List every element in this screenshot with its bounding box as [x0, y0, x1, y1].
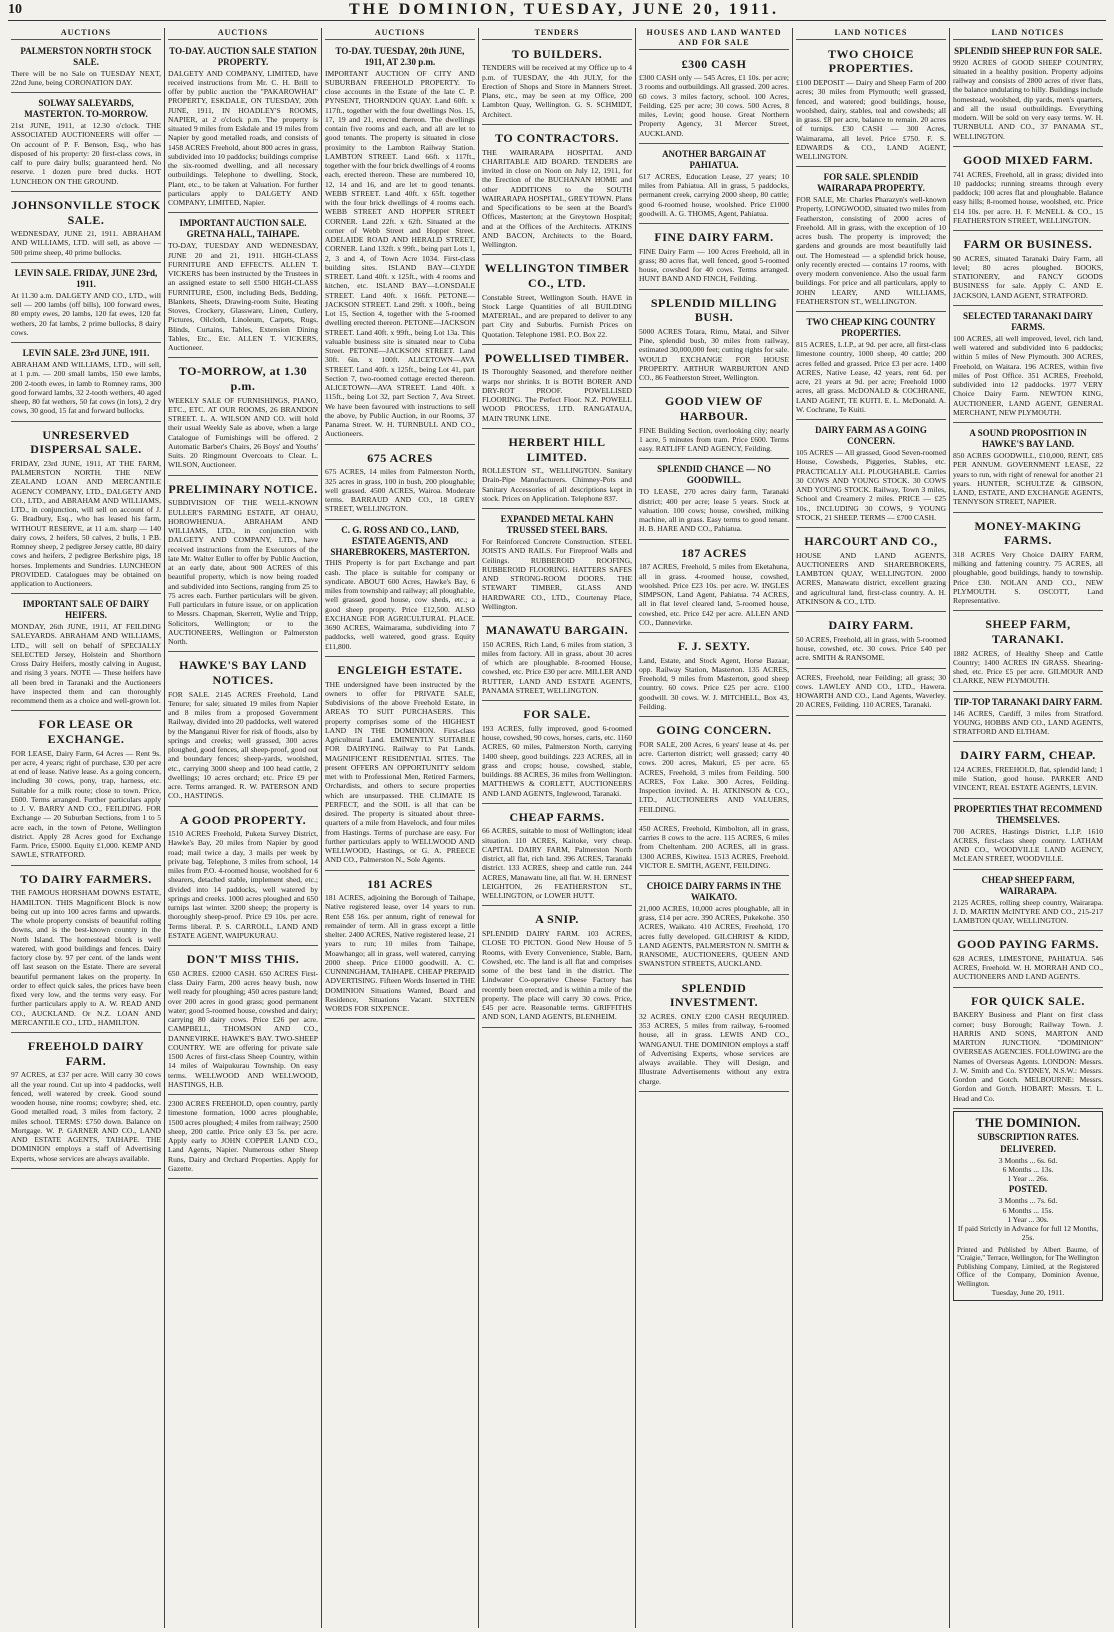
ad-body: 97 ACRES, at £37 per acre. Will carry 30 cows all the year round. Cut up into 4 paddocks, well fenced, well watered by creek. Good sound wooden house, nine rooms; cowbyre; shed, etc. Good metalled road, 3 miles from factory, 2 miles school. TERMS: £750 down. Balance on Mortgage. W. P. GARNER AND CO., LAND AND ESTATE AGENTS, TAIHAPE. THE DOMINION employs a staff of Advertising Experts, whose services are always available. — [11, 1070, 161, 1163]
ad-title: CHEAP FARMS. — [509, 809, 605, 824]
ad-body: 5000 ACRES Totara, Rimu, Matai, and Silver Pine, splendid bush, 30 miles from railway, estimated 30,000,000 feet; cutting rights for sale. WOULD EXCHANGE FOR HOUSE PROPERTY. ARTHUR WARBURTON AND CO., 86 Featherston Street, Wellington. — [639, 326, 789, 383]
column-heading: LAND NOTICES — [796, 28, 946, 40]
advertisement — [953, 744, 1103, 798]
ad-title: POWELLISED TIMBER. — [484, 350, 630, 365]
ad-title: TWO CHEAP KING COUNTRY PROPERTIES. — [806, 317, 936, 339]
ad-body: FOR LEASE, Dairy Farm, 64 Acres — Rent 9s. per acre, 4 years; right of purchase, £30 per acre at end of lease. Native lease. As a going concern, including 30 cows, pony, trap, harness, etc. Suitable for a milk route; close to town. Price, £600. Terms arranged. Further particulars apply to J. V. BARRY AND CO., FEILDING. FOR Exchange — 20 Suburban Sections, from 1 to 5 acre each, in the town of Petone, Wellington district. Apply 28 Acres good for Exchange Farm. Price, £5000. Equity £1,000. KEMP AND SAWLE, STRATFORD. — [11, 748, 161, 860]
ad-title: FARM OR BUSINESS. — [963, 237, 1093, 252]
ad-body: 1882 ACRES, of Healthy Sheep and Cattle Country; 1400 ACRES IN GRASS. Shearing-shed, etc. Price £5 per acre. GILMOUR AND CLARKE, NEW PLYMOUTH. — [953, 648, 1103, 686]
ad-title: TO-DAY. TUESDAY, 20th JUNE, 1911, AT 2.30 p.m. — [335, 45, 465, 67]
ad-title: A GOOD PROPERTY. — [179, 812, 307, 827]
advertisement — [639, 542, 789, 633]
advertisement — [325, 43, 475, 445]
ad-title: IMPORTANT AUCTION SALE. GRETNA HALL, TAIHAPE. — [179, 218, 307, 240]
ad-body: 450 ACRES, Freehold, Kimbolton, all in grass, carries 8 cows to the acre. 115 ACRES, 6 miles from Cheltenham. 200 ACRES, all in grass. 1300 ACRES, Kiwitea. 1513 ACRES, Freehold. VICTOR E. SMITH, AGENT, FEILDING. — [639, 823, 789, 870]
masthead — [8, 0, 1106, 21]
ad-title: TO-DAY. AUCTION SALE STATION PROPERTY. — [169, 45, 317, 67]
ad-body: £300 CASH only — 545 Acres, £1 10s. per acre; 3 rooms and outbuildings. All grassed. 200 acres. 60 cows. 3 miles factory, school. 100 Acres, Feilding, £25 per acre; 30 cows. 500 Acres, 8 miles, Levin; good house. Great Northern Property Agency, 31 Mercer Street, AUCKLAND. — [639, 73, 789, 138]
advertisement — [482, 619, 632, 701]
advertisement — [11, 596, 161, 711]
ad-body: 9920 ACRES of GOOD SHEEP COUNTRY, situated in a healthy position. Property adjoins railway and consists of 2800 acres of river flats, the balance undulating to hilly. Buildings include homestead, woolshed, dip yards, men's quarters, and all the usual outbuildings. Everything modern. Will be sold on very easy terms. W. H. TURNBULL AND CO., 37 PANAMA ST., WELLINGTON. — [953, 57, 1103, 141]
column-heading: AUCTIONS — [11, 28, 161, 40]
ad-body: MONDAY, 26th JUNE, 1911, AT FEILDING SALEYARDS. ABRAHAM AND WILLIAMS, LTD., will sell on behalf of SPECIALLY SELECTED Jersey, Holstein and Shorthorn Cross Dairy Heifers, mostly calving in August, and rising 3 years. NOTE — These heifers have all been bred in Taranaki and the Auctioneers have inspected them and can thoroughly recommend them as a choice and well-grown lot. — [11, 622, 161, 706]
ad-title: GOOD VIEW OF HARBOUR. — [664, 394, 764, 424]
advertisement — [168, 654, 318, 806]
delivered-rate: 6 Months ... 13s. — [1002, 1164, 1054, 1174]
advertisement — [11, 265, 161, 343]
ad-title: DON'T MISS THIS. — [186, 952, 300, 967]
column-2 — [165, 28, 322, 1628]
ad-title: 181 ACRES — [367, 876, 433, 891]
advertisement — [168, 43, 318, 214]
ad-title: MANAWATU BARGAIN. — [485, 623, 629, 638]
ad-body: TO-DAY, TUESDAY AND WEDNESDAY, JUNE 20 and 21, 1911. HIGH-CLASS FURNITURE AND EFFECTS. ALLEN T. VICKERS has been instructed by the Trustees in an assigned estate to sell £500 HIGH-CLASS FURNITURE, £500, including Beds, Bedding, Blankets, Sheets, Drawing-room Suite, Heating Stoves, Crockery, Glassware, Linen, Cutlery, Pictures, Oilcloth, Linoleum, Carpets, Rugs, Blinds, Curtains, Tables, Extension Dining Tables, Etc., Etc. ALLEN T. VICKERS, Auctioneer. — [168, 241, 318, 353]
advertisement — [482, 347, 632, 429]
ad-title: WELLINGTON TIMBER CO., LTD. — [484, 261, 630, 290]
ad-body: At 11.30 a.m. DALGETY AND CO., LTD., will sell — 200 lambs (off bills), 100 forward ewes, 80 empty ewes, 20 lambs, 120 fat ewes, 120 fat wethers, 20 fat lambs, 2 prime bullocks, 8 dairy cows. — [11, 290, 161, 337]
ad-body: 700 ACRES, Hastings District, L.I.P. 1610 ACRES, first-class sheep country. LATHAM AND CO., WOODVILLE LAND AGENCY, McLEAN STREET, WOODVILLE. — [953, 826, 1103, 864]
advertisement — [168, 809, 318, 947]
advertisement — [953, 694, 1103, 743]
ad-body: 1510 ACRES Freehold, Puketa Survey District, Hawke's Bay, 20 miles from Napier by good road; mail twice a day, 3 mails per week by private bag. Telephone, 3 miles from school, 14 miles from P.O. 4-roomed house, woolshed for 6 shearers, detached stable, implement shed, etc.; divided into 14 paddocks, well watered by springs and creeks. 1000 acres ploughed and 650 turnips last winter. 3200 sheep; the property is thoroughly sheep-proof. Price £9 10s. per acre. Terms liberal. P. S. CARROLL, LAND AND ESTATE AGENT, WAIPUKURAU. — [168, 829, 318, 940]
ad-body: SPLENDID DAIRY FARM. 103 ACRES, CLOSE TO PICTON. Good New House of 5 Rooms, with Every Convenience, Stable, Barn, Cowshed, etc. The land is all flat and comprises some of the best land in the district. The Lindwater Co-operative Cheese Factory has recently been erected, and is within a mile of the property. The place will carry 30 cows. Price, £45 per acre. Reasonable terms. GRIFFITHS AND SON, LAND AGENTS, BLENHEIM. — [482, 929, 632, 1022]
ad-title: CHOICE DAIRY FARMS IN THE WAIKATO. — [646, 881, 782, 902]
advertisement — [482, 127, 632, 255]
ad-title: UNRESERVED DISPERSAL SALE. — [30, 427, 142, 457]
advertisement — [11, 424, 161, 595]
advertisement — [168, 215, 318, 358]
ad-title: GOOD MIXED FARM. — [962, 152, 1094, 167]
ad-title: FOR SALE. — [523, 707, 591, 722]
advertisement — [325, 659, 475, 871]
ad-body: 124 ACRES, FREEHOLD, flat, splendid land; 1 mile Station, good house. PARKER AND VINCENT, REAL ESTATE AGENTS, LEVIN. — [953, 764, 1103, 793]
posted-rate: 1 Year ... 30s. — [1007, 1214, 1049, 1224]
advertisement — [953, 308, 1103, 423]
ad-title: SPLENDID CHANCE — NO GOODWILL. — [657, 464, 771, 486]
ad-body: FRIDAY, 23rd JUNE, 1911, AT THE FARM, PALMERSTON NORTH. THE NEW ZEALAND LOAN AND MERCANTILE AGENCY COMPANY, LTD., DALGETY AND CO., LTD., and ABRAHAM AND WILLIAMS, LTD., in conjunction, will sell on account of J. G. Bradbury, Esq., who has leased his farm, WITHOUT RESERVE, at 11 a.m. sharp — 140 dairy cows, 2 heifers, 50 calves, 2 bulls, 1 P.B. Romney sheep, 2 pedigree Jersey cattle, 80 dairy cows and heifers, 2 pedigree Berkshire pigs, 18 horses. Implements and Sundries. LUNCHEON PROVIDED. Catalogues may be obtained on application to Auctioneers. — [11, 458, 161, 589]
advertisement — [482, 806, 632, 907]
advertisement — [11, 1035, 161, 1169]
ad-body: 318 ACRES Very Choice DAIRY FARM, milking and fattening country. 75 ACRES, all ploughable, good buildings, handy to township. Price £30. NOLAN AND CO., NEW PLYMOUTH. S. OSCOTT, Land Representative. — [953, 549, 1103, 606]
column-1 — [8, 28, 165, 1628]
ad-title: TWO CHOICE PROPERTIES. — [827, 46, 914, 76]
columns — [8, 28, 1106, 1628]
subscription-subtitle: SUBSCRIPTION RATES. — [977, 1131, 1079, 1142]
ad-title: TO DAIRY FARMERS. — [20, 871, 152, 886]
ad-title: TO BUILDERS. — [511, 46, 603, 61]
subscription-rates-box — [953, 1111, 1103, 1302]
ad-title: IMPORTANT SALE OF DAIRY HEIFERS. — [22, 599, 150, 621]
column-heading: HOUSES AND LAND WANTED AND FOR SALE — [639, 28, 789, 50]
ad-title: JOHNSONVILLE STOCK SALE. — [11, 197, 161, 227]
ad-title: ENGLEIGH ESTATE. — [337, 662, 463, 677]
advertisement — [796, 422, 946, 528]
ad-body: ACRES, Freehold, near Feilding; all grass; 30 cows. LAWLEY AND CO., LTD., Hawera. HOWARTH AND CO., Land Agents, Waverley. 20 ACRES, Feilding. 110 ACRES, Taranaki. — [796, 672, 946, 710]
delivered-rate: 3 Months ... 6s. 6d. — [998, 1155, 1058, 1165]
posted-rate: 3 Months ... 7s. 6d. — [998, 1196, 1058, 1206]
ad-body: WEEKLY SALE OF FURNISHINGS, PIANO, ETC., ETC. AT OUR ROOMS, 26 BRANDON STREET. L. A. WILSON AND CO. will hold their usual Weekly Sale as above, when a large Catalogue of Furnishings will be offered. 2 Automatic Barber's Chairs, 26 Boys' and Youths' Suits. 20 Ringmount Overcoats to Clear. L. WILSON, Auctioneer. — [168, 395, 318, 470]
advertisement — [953, 990, 1103, 1109]
ad-body: IS Thoroughly Seasoned, and therefore neither warps nor shrinks. It is BOTH BORER AND DRY-ROT PROOF. POWELLISED FLOORING. The Perfect Floor. N.Z. POWELL WOOD PROCESS, LTD. RANGATAUA, MAIN TRUNK LINE. — [482, 367, 632, 423]
ad-body: FOR SALE, Mr. Charles Pharazyn's well-known Property, LONGWOOD, situated two miles from Featherston, consisting of 2000 acres of Freehold. All in grass, with the exception of 10 acres bush. The property is improved; the gardens and grounds are most beautifully laid out. The Homestead — a splendid brick house, only recently erected — contains 17 rooms, with every modern convenience. Also the usual farm buildings. For price and all particulars, apply to JOHN LEARY, AND WILLIAMS, FEATHERSTON ST., WELLINGTON. — [796, 195, 946, 306]
ad-title: FINE DAIRY FARM. — [654, 230, 774, 245]
ad-body: FOR SALE. 2145 ACRES Freehold, Land Tenure; for sale; situated 19 miles from Napier and 8 miles from a proposed Government Railway, divided into 20 paddocks, well watered by the Manganui River for risk of floods, also by springs and creeks; well grassed, 300 acres ploughed, good fences, all sheep-proof, good out and boundary fences; sheep-yards, woolshed, etc., carrying 3000 sheep and 100 head cattle, 2 dwellings; 10 acres orchard; etc. Price £9 per acre. Terms arranged. R. W. PATERSON AND CO., HASTINGS. — [168, 689, 318, 801]
page-number: 10 — [8, 2, 22, 17]
printer-imprint: Printed and Published by Albert Baume, of "Craigie," Terrace, Wellington, for The Wellington Publishing Company, Limited, at the Registered Office of the Company, Dominion Avenue, Wellington. — [957, 1245, 1099, 1288]
advertisement — [639, 635, 789, 717]
ad-body: 675 ACRES, 14 miles from Palmerston North, 325 acres in grass, 100 in bush, 200 ploughable; well grassed. 4500 ACRES, Wairoa. Moderate terms. BARRAUD AND CO., 18 GREY STREET, WELLINGTON. — [325, 467, 475, 514]
ad-body: WEDNESDAY, JUNE 21, 1911. ABRAHAM AND WILLIAMS, LTD. will sell, as above — 500 prime sheep, 40 prime bullocks. — [11, 229, 161, 257]
advertisement — [639, 53, 789, 144]
ad-body: 193 ACRES, fully improved, good 6-roomed house, cowshed, 90 cows, horses, carts, etc. 1160 ACRES, 60 miles, Palmerston North, carrying 1400 sheep, good buildings. 223 ACRES, all in grass and crops; house, cowshed, stable, buildings. 88 ACRES, 36 miles from Wellington. MATTHEWS & CORLETT, AUCTIONEERS AND LAND AGENTS, Inglewood, Taranaki. — [482, 723, 632, 798]
advertisement — [639, 878, 789, 975]
advertisement — [639, 146, 789, 224]
ad-title: FOR LEASE OR EXCHANGE. — [38, 717, 134, 747]
advertisement — [482, 43, 632, 125]
ad-title: LEVIN SALE. 23rd JUNE, 1911. — [22, 348, 150, 359]
column-heading: AUCTIONS — [325, 28, 475, 40]
column-6 — [793, 28, 950, 1628]
ad-title: SPLENDID INVESTMENT. — [669, 980, 759, 1010]
ad-title: DAIRY FARM AS A GOING CONCERN. — [815, 425, 927, 447]
ad-body: 187 ACRES, Freehold, 5 miles from Eketahuna, all in grass. 4-roomed house, cowshed, woolshed. Price £23 10s. per acre. W. INGLES SIMPSON, Land Agent, Pahiatua. 74 ACRES, all in flat level cleared land, 5-roomed house, cowshed, etc. Price £42 per acre. ALLEN AND CO., Dannevirke. — [639, 562, 789, 627]
ad-body: THE WAIRARAPA HOSPITAL AND CHARITABLE AID BOARD. TENDERS are invited in close on Noon on July 12, 1911, for the Erection of the BUCHANAN HOME and other ADDITIONS to the SOUTH WAIRARAPA HOSPITAL, GREYTOWN. Plans and Specifications to be seen at the Board's Offices, Masterton; at the Greytown Hospital; and at the Offices of the Architects. ATKINS AND BACON, Architects to the Board, Wellington. — [482, 147, 632, 249]
ad-body: 150 ACRES, Rich Land, 6 miles from station, 3 miles from factory. All in grass, about 30 acres of which are ploughable. 8-roomed House, cowshed, etc. Price £30 per acre. MILLER AND RUTTER, LAND AND ESTATE AGENTS, PANAMA STREET, WELLINGTON. — [482, 639, 632, 695]
advertisement — [482, 511, 632, 617]
ad-body: Land, Estate, and Stock Agent, Horse Bazaar, opp. Railway Station, Masterton. 135 ACRES, Freehold, 9 miles from Masterton, good sheep country. 60 cows. Price £25 per acre. £100 goodwill. 30 cows. W. J. MITCHELL, Box 43, Feilding. — [639, 655, 789, 711]
ad-body: FOR SALE, 200 Acres, 6 years' lease at 4s. per acre. Carterton district; well grassed; carry 40 cows. 200 acres, Makuri, £5 per acre. 65 ACRES, Freehold, 3 miles from Feilding. 500 ACRES, Fox Lake. 300 Acres, Feilding. Inspection invited. A. H. ATKINSON & CO., LTD., AUCTIONEERS AND VALUERS, FEILDING. — [639, 739, 789, 814]
column-7 — [950, 28, 1106, 1628]
advertisement — [953, 149, 1103, 231]
ad-body: Constable Street, Wellington South. HAVE in Stock Large Quantities of all BUILDING MATERIAL, and are prepared to deliver to any part City and Suburbs. Furnish Prices on Quotation. Telephone 1981. P.O. Box 22. — [482, 292, 632, 339]
ad-body: 105 ACRES — All grassed, Good Seven-roomed House, Cowsheds, Piggeries, Stables, etc. PRACTICALLY ALL PLOUGHABLE. Carries 30 COWS AND YOUNG STOCK. 30 COWS AND YOUNG STOCK. Railway, Town 3 miles, School and Creamery 2 miles. PRICE — £25 10s., INCLUDING 30 COWS, 9 YOUNG STOCK, 21 SHEEP. TERMS — £700 CASH. — [796, 448, 946, 522]
ad-title: PALMERSTON NORTH STOCK SALE. — [20, 45, 152, 67]
advertisement — [482, 257, 632, 345]
advertisement — [639, 226, 789, 290]
ad-title: DAIRY FARM. — [828, 618, 914, 633]
advertisement — [639, 822, 789, 876]
posted-rate: 6 Months ... 15s. — [1002, 1205, 1054, 1215]
column-heading: LAND NOTICES — [953, 28, 1103, 40]
advertisement — [168, 1097, 318, 1179]
ad-title: £300 CASH — [681, 56, 747, 71]
column-heading: TENDERS — [482, 28, 632, 40]
ad-title: FOR QUICK SALE. — [971, 993, 1085, 1008]
ad-title: SOLWAY SALEYARDS, MASTERTON. TO-MORROW. — [24, 98, 148, 120]
posted-heading: POSTED. — [1008, 1184, 1048, 1195]
ad-title: SHEEP FARM, TARANAKI. — [985, 617, 1071, 646]
ad-title: F. J. SEXTY. — [677, 639, 751, 653]
ad-title: SPLENDID SHEEP RUN FOR SALE. — [954, 45, 1102, 56]
advertisement — [482, 908, 632, 1027]
newspaper-title: THE DOMINION, TUESDAY, JUNE 20, 1911. — [348, 1, 780, 18]
ad-body: DALGETY AND COMPANY, LIMITED, have received instructions from Mr. C. H. Brill to offer by public auction the "PAKAROWHAI" PROPERTY, ESKDALE, ON TUESDAY, 20th JUNE, 1911, IN HOADLEY'S ROOMS, NAPIER, at 2 o'clock p.m. The property is situated 9 miles from Eskdale and 19 miles from Napier by good metalled roads, and consists of 1458 ACRES Freehold, about 800 acres in grass, subdivided into 10 paddocks; buildings comprise the six-roomed dwelling, and all necessary outbuildings. Telephone to dwelling. Stock, Plant, etc., to be taken at Valuation. For further particulars apply to DALGETY AND COMPANY, LIMITED, Napier. — [168, 68, 318, 208]
advance-note: If paid Strictly in Advance for full 12 Months, 25s. — [957, 1224, 1099, 1243]
ad-body: BAKERY Business and Plant on first class corner; busy Borough; Railway Town. J. HARRIS AND SONS, MARTON AND MARTON JUNCTION. "DOMINION" OVERSEAS AGENCIES. FOLLOWING are the Names of Overseas Agents. LONDON: Messrs. J. W. Smith and Co. SYDNEY, N.S.W.: Messrs. Gordon and Gotch. MELBOURNE: Messrs. Gordon and Gotch. HOBART: Messrs. T. L. Head and Co. — [953, 1010, 1103, 1103]
ad-body: 50 ACRES, Freehold, all in grass, with 5-roomed house, cowshed, etc. 30 cows. Price £40 per acre. SMITH & RANSOME. — [796, 634, 946, 663]
ad-body: 628 ACRES, LIMESTONE, PAHIATUA. 546 ACRES, Freehold. W. H. MORRAH AND CO., AUCTIONEERS AND LAND AGENTS. — [953, 953, 1103, 982]
imprint-date: Tuesday, June 20, 1911. — [991, 1288, 1065, 1298]
ad-title: SPLENDID MILLING BUSH. — [650, 295, 778, 325]
ad-title: FREEHOLD DAIRY FARM. — [27, 1039, 145, 1068]
advertisement — [482, 703, 632, 804]
ad-title: EXPANDED METAL KAHN TRUSSED STEEL BARS. — [500, 514, 614, 536]
advertisement — [639, 719, 789, 820]
advertisement — [168, 948, 318, 1095]
advertisement — [639, 977, 789, 1092]
column-4 — [479, 28, 636, 1628]
ad-body: 2125 ACRES, rolling sheep country, Wairarapa. J. D. MARTIN McINTYRE AND CO., 215-217 LAMBTON QUAY, WELLINGTON. — [953, 897, 1103, 926]
ad-body: TENDERS will be received at my Office up to 4 p.m. of TUESDAY, the 4th JULY, for the Erection of Shops and Store in Manners Street. Plans, etc., may be seen at my Office, 200 Lambton Quay, Wellington. G. S. SCHMIDT, Architect. — [482, 63, 632, 119]
ad-body: 815 ACRES, L.I.P., at 9d. per acre, all first-class limestone country, 1000 sheep, 40 cattle; 200 acres felled and grassed. Price £3 per acre. 1400 ACRES, Native Lease, 42 years, rent 6d. per acre, 21 years at 9d. per acre; Freehold 1000 acres, all grass. McDONALD & COCHRANE, LAND AGENT, TE KUITI. E. L. McDonald. A. W. Cochrane, Te Kuiti. — [796, 340, 946, 414]
ad-title: LEVIN SALE. FRIDAY, JUNE 23rd, 1911. — [14, 267, 158, 289]
delivered-rate: 1 Year ... 26s. — [1007, 1174, 1049, 1184]
ad-title: GOOD PAYING FARMS. — [957, 937, 1099, 952]
ad-body: IMPORTANT AUCTION OF CITY AND SUBURBAN FREEHOLD PROPERTY. To close accounts in the Estate of the late C. P. PYNSENT, THORNDON QUAY. Land 60ft. x 117ft., together with the four dwellings Nos. 15, 17, 19 and 21, erected thereon. The dwellings contain five rooms and each, and all are let to good tenants. The property is situated in close proximity to the Lambton Railway Station. LAMBTON STREET. Land 66ft. x 117ft., together with the four brick dwellings of 4 rooms each, erected thereon. These are numbered 10, 12, 14 and 16, and are let to good tenants. WEBB STREET. Land 40ft. x 65ft. together with the four brick dwellings of 4 rooms each. WEBB STREET AND HOPPER STREET CORNER. Land 22ft. x 62ft. Situated at the corner of Webb Street and Hopper Street. ADELAIDE ROAD AND HERALD STREET, CORNER. Land 132ft. x 99ft., being part Lots 1, 2, 3 and 4, of Town Acre 1034. First-class building sites. ISLAND BAY—CLYDE STREET. Land 40ft. x 125ft., with 4 rooms and kitchen, etc. ISLAND BAY—LONSDALE STREET. Land 40ft. x 166ft. PETONE—JACKSON STREET. Land 29ft. x 100ft., being Lot 15, Section 4, together with the 5-roomed dwelling erected thereon. PETONE—JACKSON STREET. Land 40ft. x 99ft., being Lot 13a. This valuable business site is situated near to Cuba Street. PETONE—JACKSON STREET. Land 30ft. 6in. x 100ft. ALICETOWN—AVA STREET. Land 40ft. x 125ft., being Lot 41, part Section 7, two-roomed cottage erected thereon. ALICETOWN—AVA STREET. Land 40ft. x 115ft., being Lot 32, part Section 7, Ava Street. We have been favoured with instructions to sell the above, by Public Auction, in our Rooms, 37 Panama Street. W. H. TURNBULL AND CO., Auctioneers. — [325, 68, 475, 439]
ad-title: TIP-TOP TARANAKI DAIRY FARM. — [953, 696, 1103, 707]
advertisement — [953, 43, 1103, 147]
advertisement — [11, 43, 161, 93]
advertisement — [796, 671, 946, 716]
column-3 — [322, 28, 479, 1628]
column-5 — [636, 28, 793, 1628]
ad-body: THE undersigned have been instructed by the owners to offer for PRIVATE SALE, Subdivisions of the above Freehold Estate, in AREAS TO SUIT PURCHASERS. This property comprises some of the HIGHEST LAND IN THE DOMINION. First-class Agricultural Land. EMINENTLY SUITABLE FOR DAIRYING. Railway to Pat Lands. MAGNIFICENT RESIDENTIAL SITES. The present OFFERS AN OPPORTUNITY seldom met with to Professional Men, Retired Farmers, Orchardists, and others to secure properties which are unsurpassed. THE CLIMATE IS PERFECT, and the SOIL is all that can be desired. The property is situated about three-quarters of a mile from Havelock, and four miles from Hastings. Terms of purchase are easy. For further particulars apply to WELLWOOD AND WELLWOOD, Hastings, or G. A. PREECE AND CO., Palmerston N., Sole Agents. — [325, 679, 475, 865]
advertisement — [796, 614, 946, 668]
advertisement — [168, 360, 318, 475]
ad-title: HERBERT HILL LIMITED. — [508, 434, 606, 464]
subscription-title: THE DOMINION. — [975, 1114, 1081, 1130]
advertisement — [639, 292, 789, 389]
ad-body: FINE Building Section, overlooking city; nearly 1 acre, 5 minutes from tram. Price £600. Terms easy. RATLIFF LAND AGENCY, Feilding. — [639, 425, 789, 454]
ad-body: 21st JUNE, 1911, at 12.30 o'clock. THE ASSOCIATED AUCTIONEERS will offer — On account of P. F. Benson, Esq., who has disposed of his property: 20 first-class cows, in calf to pure dairy bulls; guaranteed herd. No reserve. 1 dozen pure bred ducks. HOT LUNCHEON ON THE GROUND. — [11, 121, 161, 186]
advertisement — [168, 478, 318, 653]
ad-title: DAIRY FARM, CHEAP. — [960, 748, 1096, 763]
ad-body: 181 ACRES, adjoining the Borough of Taihape, Native registered lease, over 14 years to run. Rent £58 16s. per annum, right of renewal for remainder of term. All in grass except a little shelter. 2400 ACRES, Native registered lease, 21 years to run; 10 miles from Taihape, Moawhango; all in grass, well watered, carrying 2000 sheep. Price £1000 goodwill. A. C. CUNNINGHAM, TAIHAPE. CHEAP PREPAID ADVERTISING. Fifteen Words Inserted in THE DOMINION Situations Wanted, Board and Residence, Situations Vacant. SIXTEEN WORDS FOR SIXPENCE. — [325, 893, 475, 1014]
advertisement — [11, 868, 161, 1033]
ad-body: 741 ACRES, Freehold, all in grass; divided into 10 paddocks; running streams through every paddock; 100 acres flat and ploughable. Balance easy hills; 8-roomed house, woolshed, etc. Price £14 10s. per acre. H. F. McNELL & CO., 15 FEATHERSTON STREET, WELLINGTON. — [953, 169, 1103, 225]
advertisement — [325, 873, 475, 1020]
ad-title: HAWKE'S BAY LAND NOTICES. — [179, 658, 307, 687]
advertisement — [11, 194, 161, 263]
column-heading: AUCTIONS — [168, 28, 318, 40]
ad-title: 675 ACRES — [367, 450, 433, 465]
advertisement — [639, 461, 789, 539]
ad-body: HOUSE AND LAND AGENTS, AUCTIONEERS AND SHAREBROKERS, LAMBTON QUAY, WELLINGTON. 2000 ACRES, Manawatu district, excellent grazing and agricultural land, first-class country. A. H. ATKINSON & CO., LTD. — [796, 550, 946, 606]
ad-body: 32 ACRES. ONLY £200 CASH REQUIRED. 353 ACRES, 5 miles from railway, 6-roomed house, all in grass. LEWIS AND CO., WANGANUI. THE DOMINION employs a staff of Advertising Experts, whose services are always available. They will Design, and Illustrate Advertisements without any extra charge. — [639, 1011, 789, 1086]
ad-title: SELECTED TARANAKI DAIRY FARMS. — [963, 310, 1093, 332]
ad-title: HARCOURT AND CO., — [804, 534, 938, 549]
advertisement — [953, 933, 1103, 987]
ad-body: There will be no Sale on TUESDAY NEXT, 22nd June, being CORONATION DAY. — [11, 68, 161, 87]
advertisement — [639, 390, 789, 459]
ad-body: 21,000 ACRES, 10,000 acres ploughable, all in grass, £14 per acre. 390 ACRES, Pukekohe. 350 ACRES, Waikato. 410 ACRES, Freehold, 170 acres fully developed. GILCHRIST & KIDD, LAND AGENTS, PALMERSTON N. SMITH & RANSOME, AUCTIONEERS, QUEEN AND SWANSTON STREETS, AUCKLAND. — [639, 903, 789, 969]
ad-title: MONEY-MAKING FARMS. — [974, 518, 1082, 548]
ad-body: 66 ACRES, suitable to most of Wellington; ideal situation. 110 ACRES, Kaitoke, very cheap. CAPITAL DAIRY FARM, Palmerston North district, all flat, rich land. 396 ACRES, Taranaki district. 133 ACRES, sheep and cattle run. 244 ACRES, Manawatu line, all flat. W. H. ERNEST LEIGHTON, 26 FEATHERSTON ST., WELLINGTON, or LOWER HUTT. — [482, 826, 632, 901]
advertisement — [953, 872, 1103, 932]
ad-title: PROPERTIES THAT RECOMMEND THEMSELVES. — [953, 803, 1103, 825]
advertisement — [953, 425, 1103, 512]
ad-body: FINE Dairy Farm — 100 Acres Freehold, all in grass; 80 acres flat, well fenced, good 5-roomed house, cowshed for 40 cows. Terms arranged. HUNT BAND AND FINCH, Feilding. — [639, 246, 789, 284]
ad-title: A SOUND PROPOSITION IN HAWKE'S BAY LAND. — [969, 428, 1087, 450]
advertisement — [953, 613, 1103, 691]
advertisement — [796, 314, 946, 420]
advertisement — [11, 95, 161, 192]
advertisement — [796, 43, 946, 168]
advertisement — [953, 233, 1103, 306]
advertisement — [796, 169, 946, 312]
ad-title: A SNIP. — [535, 912, 579, 927]
advertisement — [796, 530, 946, 612]
ad-body: 100 ACRES, all well improved, level, rich land, well watered and subdivided into 6 paddocks; within 5 miles of New Plymouth. 300 ACRES, Freehold, on Waitara. 196 ACRES, within five miles of Post Office. 351 ACRES, Freehold, subdivided into 12 paddocks. 1977 VERY Choice Dairy Farm. NEWTON KING, AUCTIONEER, LAND AGENT, GENERAL MERCHANT, NEW PLYMOUTH. — [953, 333, 1103, 417]
ad-body: TO LEASE, 270 acres dairy farm, Taranaki district; 400 per acre; lease 5 years. Stock at valuation. 100 cows; house, cowshed, milking machine, all in grass. Easy terms to good tenant. H. B. HARE AND CO., Pahiatua. — [639, 487, 789, 534]
ad-body: THE FAMOUS HORSHAM DOWNS ESTATE, HAMILTON. THIS Magnificent Block is now being cut up into 100 acres farms and upwards. The whole property consists of beautiful rolling downs, and is the best-known country in the North Island. The homestead block is well watered, with good buildings and fences. Dairy factory close by. 97 per cent. of the lands went off last season on the Estate. There are several beautiful permanent lakes on the property. In order to effect quick sales, the prices have been fixed very low, and the terms very easy. For further particulars apply to A. W. READ AND CO., AUCKLAND. Or N.Z. LOAN AND MERCANTILE CO., LTD., HAMILTON. — [11, 888, 161, 1027]
ad-title: CHEAP SHEEP FARM, WAIRARAPA. — [981, 874, 1075, 896]
delivered-heading: DELIVERED. — [1000, 1143, 1056, 1154]
ad-body: 617 ACRES, Education Lease, 27 years; 10 miles from Pahiatua. All in grass, 5 paddocks, permanent creek, carrying 2000 sheep, 80 cattle; good 6-roomed house, woolshed. Price £1000 goodwill. A. G. THOMS, Agent, Pahiatua. — [639, 171, 789, 218]
advertisement — [953, 801, 1103, 870]
ad-body: 90 ACRES, situated Taranaki Dairy Farm, all level; 80 acres ploughed. BOOKS, STATIONERY, and FANCY GOODS BUSINESS for sale. Apply C. AND E. JACKSON, LAND AGENT, STRATFORD. — [953, 253, 1103, 300]
advertisement — [953, 515, 1103, 612]
ad-body: 2300 ACRES FREEHOLD, open country, partly limestone formation, 1000 acres ploughable, 1500 acres ploughed; 4 miles from railway; 2500 sheep, 200 cattle. Price only £3 5s. per acre. Apply early to JOHN COPPER LAND CO., Land Agents, Napier. Numerous other Sheep Runs, Dairy and Orchard Properties. Apply for Gazette. — [168, 1099, 318, 1173]
ad-body: For Reinforced Concrete Construction. STEEL JOISTS AND RAILS. For Fireproof Walls and Ceilings. RUBBEROID ROOFING, RUBBEROID FLOORING. HATTERS SAFES AND STRONG-ROOM DOORS. THE STEWART TIMBER, GLASS AND HARDWARE CO., LTD., Courtenay Place, Wellington. — [482, 537, 632, 611]
ad-title: FOR SALE. SPLENDID WAIRARAPA PROPERTY. — [817, 172, 925, 194]
ad-body: £100 DEPOSIT — Dairy and Sheep Farm of 200 acres; 30 miles from Plymouth; well grassed, fenced, and watered; good buildings, house, woolshed, dairy, stables, teal and cowsheds; all in grass. £8 per acre, balance to remain. 20 acres of turnips. £30 CASH — 300 Acres, Waimarama, all level. Price £750. F. S. EDWARDS & CO., LAND AGENT, WELLINGTON. — [796, 78, 946, 161]
ad-title: TO CONTRACTORS. — [495, 130, 619, 145]
ad-body: 146 ACRES, Cardiff, 3 miles from Stratford. YOUNG, HOBBS AND CO., LAND AGENTS, STRATFORD AND ELTHAM. — [953, 708, 1103, 737]
advertisement — [325, 447, 475, 520]
ad-body: THIS Property is for part Exchange and part cash. The place is suitable for company or syndicate. ABOUT 600 Acres, Hawke's Bay, 6 miles from township and railway; all ploughable, well grassed, good house, cow sheds, etc.; a good sheep property. Price £12,500. ALSO EXCHANGE FOR AGRICULTURAL PLACE. 3690 ACRES, Waimarama, subdividing into 7 paddocks, well watered, good grass. Equity £11,800. — [325, 558, 475, 651]
ad-title: TO-MORROW, at 1.30 p.m. — [178, 364, 308, 393]
ad-title: GOING CONCERN. — [656, 723, 772, 738]
advertisement — [11, 713, 161, 865]
ad-title: 187 ACRES — [681, 545, 747, 560]
ad-body: SUBDIVISION OF THE WELL-KNOWN EULLER'S FARMING ESTATE, AT OHAU, HOROWHENUA. ABRAHAM AND WILLIAMS, LTD., in conjunction with DALGETY AND COMPANY, LTD., have received instructions from the Executors of the late Mr. Walter Euller to offer by Public Auction, at an early date, about 900 ACRES of this beautiful property, which is now being roaded and subdivided into Sections, ranging from 25 to 75 acres each. Further particulars will be given. Full particulars in future issue, or on application to Messrs. Chapman, Skerrett, Wylie and Tripp, Solicitors, Wellington; or to the AUCTIONEERS, Wellington or Palmerston North. — [168, 498, 318, 646]
ad-title: C. G. ROSS AND CO., LAND, ESTATE AGENTS, AND SHAREBROKERS, MASTERTON. — [330, 524, 470, 557]
ad-body: 650 ACRES. £2000 CASH. 650 ACRES First-class Dairy Farm, 200 acres heavy bush, now well ready for ploughing; 450 acres pasture land; over 200 acres in good grass; good permanent water; good 5-roomed house, cowshed and dairy; carrying 80 dairy cows. Price £26 per acre. CAMPBELL, THOMSON AND CO., DANNEVIRKE. HAWKE'S BAY. TWO-SHEEP COUNTRY. WE are offering for private sale 1500 Acres of first-class Sheep Country, within 14 miles of Waipukurau Township. On easy terms. WELLWOOD AND WELLWOOD, HASTINGS, H.B. — [168, 968, 318, 1089]
advertisement — [325, 522, 475, 657]
ad-title: PRELIMINARY NOTICE. — [168, 481, 318, 496]
advertisement — [11, 345, 161, 421]
ad-body: 850 ACRES GOODWILL, £10,000, RENT, £85 PER ANNUM. GOVERNMENT LEASE, 22 years to run, with right of renewal for another 21 years. HUNTER, SCHULTZE & GIBSON, LAND, ESTATE, AND EXCHANGE AGENTS, TENNYSON STREET, NAPIER. — [953, 451, 1103, 507]
advertisement — [482, 431, 632, 509]
ad-body: ABRAHAM AND WILLIAMS, LTD., will sell, at 1 p.m. — 200 small lambs, 150 ewe lambs, 200 2-tooth ewes, in lamb to Romney rams, 300 good forward lambs, 32 2-tooth wethers, 40 aged sheep, 80 fat wethers, 50 fat cows (in lots), 2 dry cows, 30 good, 15 fat and forward bullocks. — [11, 360, 161, 416]
ad-body: ROLLESTON ST., WELLINGTON. Sanitary Drain-Pipe Manufacturers. Chimney-Pots and Sanitary Accessories of all descriptions kept in stock. Prices on Application. Telephone 837. — [482, 466, 632, 503]
ad-title: ANOTHER BARGAIN AT PAHIATUA. — [662, 148, 766, 170]
